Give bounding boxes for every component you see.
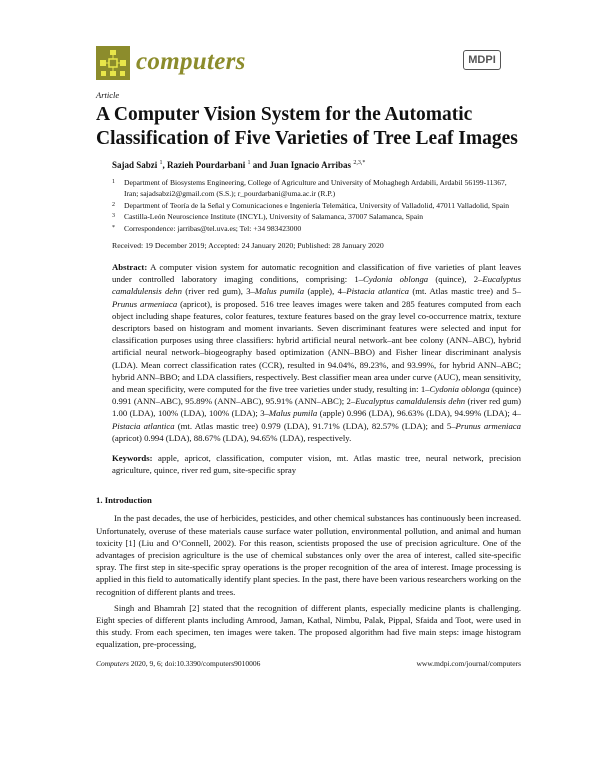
page-content <box>0 90 600 679</box>
species-name: Malus pumila <box>254 286 305 297</box>
species-name: Eucalyptus camaldulensis dehn <box>355 396 466 407</box>
affiliations <box>112 178 521 235</box>
correspondence <box>112 224 521 235</box>
affiliation <box>112 178 521 200</box>
species-name: Cydonia oblonga <box>363 274 429 285</box>
species-name: Cydonia oblonga <box>429 384 490 395</box>
abstract-segment: (mt. Atlas mastic tree) 0.979 (LDA), 91.71% (LDA), 82.57% (LDA); and 5– <box>174 420 456 431</box>
author-sep: , <box>162 160 168 170</box>
abstract-segment: (river red gum) 1.00 (LDA), 100% (LDA), 100% (LDA); 3– <box>112 396 521 419</box>
section-heading: 1. Introduction <box>96 495 152 506</box>
abstract-segment: (apple) 0.996 (LDA), 96.63% (LDA), 94.99% (LDA); 4– <box>317 408 521 419</box>
abstract-segment: (quince), 2– <box>428 274 483 285</box>
affil-text: Department of Biosystems Engineering, College of Agriculture and University of Mohaghegh Ardabili, Ardabil 56199-11367, Iran; sajadsabzi2@gmail.com (S.S.); r_pourdarbani@uma.ac.ir (R.P.) <box>124 178 507 198</box>
species-name: Malus pumila <box>268 408 318 419</box>
abstract-segment: (mt. Atlas mastic tree) and 5– <box>409 286 521 297</box>
species-name: Eucalyptus camaldulensis dehn <box>112 274 521 297</box>
footer-journal: Computers <box>96 658 129 668</box>
affil-number: 3 <box>112 213 115 220</box>
footer-url[interactable]: www.mdpi.com/journal/computers <box>416 658 521 668</box>
keywords-label: Keywords: <box>112 453 153 464</box>
journal-name: computers <box>136 48 246 75</box>
paragraph: In the past decades, the use of herbicides, pesticides, and other chemical substances has continuously been increased. Unfortunately, overuse of these materials cause surface water pollution, environmental pollution, and animal and human toxicity [1] (Liu and O’Connell, 2002). For this reason, scientists proposed the use of precision agriculture. One of the advantages of precision agriculture is the use of chemical substances only over the area of interest, called site-specific spray. The first step in site-specific spray operations is the proper recognition of the area of interest. Image processing is applied in this field to automatically identify plant species. In the past, there have been various researchers working on the recognition of different plants and trees. <box>96 513 521 597</box>
author: Razieh Pourdarbani <box>167 160 246 170</box>
affil-number: 2 <box>112 201 115 208</box>
species-name: Pistacia atlantica <box>346 286 409 297</box>
author-list <box>112 157 521 171</box>
article-type: Article <box>96 90 120 100</box>
author-affil-sup: 1 <box>247 160 251 166</box>
page-footer <box>96 659 521 679</box>
affiliation <box>112 201 521 212</box>
abstract-segment: (apple), 4– <box>304 286 347 297</box>
mdpi-logo: MDPI <box>463 50 501 70</box>
keywords <box>112 452 521 476</box>
keywords-text: apple, apricot, classification, computer vision, mt. Atlas mastic tree, neural network, precision agriculture, quince, river red gum, site-specific spray <box>112 453 521 476</box>
introduction-body <box>96 512 521 650</box>
paragraph: Singh and Bhamrah [2] stated that the recognition of different plants, especially medicine plants is challenging. Eight species of different plants including Amrood, Jaman, Kathal, Nimbu, Palak, Pippal, Sfaida and Toot, were used in this study. From each specimen, ten images were taken. The proposed algorithm had five main steps: image histogram equalization, pre-processing, <box>96 602 521 650</box>
species-name: Prunus armeniaca <box>455 420 521 431</box>
affil-text: Castilla-León Neuroscience Institute (INCYL), University of Salamanca, 37007 Salamanca, Spain <box>124 212 424 222</box>
abstract-segment: (river red gum), 3– <box>181 286 255 297</box>
publication-dates: Received: 19 December 2019; Accepted: 24 January 2020; Published: 28 January 2020 <box>112 240 384 250</box>
masthead <box>0 0 600 84</box>
affil-number: * <box>112 225 115 232</box>
species-name: Prunus armeniaca <box>112 298 178 309</box>
author: Juan Ignacio Arribas <box>269 160 352 170</box>
abstract-segment: (apricot), is proposed. 516 tree leaves images were taken and 285 features computed from each object including shape features, color features, texture features based on the gray level co-occurrence matrix, texture descriptors based on histogram and moment invariants. Seven discriminant features were selected and input for classification purposes using three classifiers: hybrid artificial neural network–ant bee colony (ANN–ABC), hybrid artificial neural network–biogeography based optimization (ANN–BBO) and Fisher linear discriminant analysis (LDA). Mean correct classification rates (CCR), resulted in 94.04%, 89.23%, and 93.99%, for hybrid ANN–ABC; hybrid ANN–BBO; and LDA classifiers, respectively. Best classifier mean area under curve (AUC), mean sensitivity, and mean specificity, were computed for the five tree varieties under study, resulting in: 1– <box>112 298 521 395</box>
journal-logo-icon <box>96 46 130 80</box>
abstract-segment: A computer vision system for automatic recognition and classification of five varieties of plant leaves under controlled laboratory imaging conditions, comprising: 1– <box>112 261 521 285</box>
footer-citation <box>96 659 260 669</box>
affil-text: Correspondence: jarribas@tel.uva.es; Tel: +34 983423000 <box>124 224 302 234</box>
species-name: Pistacia atlantica <box>112 420 175 431</box>
abstract-text <box>112 262 521 443</box>
affil-text: Department of Teoría de la Señal y Comunicaciones e Ingeniería Telemática, University of Valladolid, 47011 Valladolid, Spain <box>124 200 510 210</box>
affiliation <box>112 212 521 223</box>
abstract <box>112 261 521 444</box>
author-affil-sup: 1 <box>159 160 163 166</box>
paper-title: A Computer Vision System for the Automatic Classification of Five Varieties of Tree Leaf Images <box>96 104 518 149</box>
abstract-segment: (apricot) 0.994 (LDA), 88.67% (LDA), 94.65% (LDA), respectively. <box>112 432 352 443</box>
author: Sajad Sabzi <box>112 160 158 170</box>
author-sep: and <box>250 160 270 170</box>
author-affil-sup: 2,3,* <box>353 160 366 166</box>
affil-number: 1 <box>112 179 115 185</box>
abstract-segment: (quince) 0.991 (ANN–ABC), 95.89% (ANN–ABC), 95.91% (ANN–ABC); 2– <box>112 384 522 407</box>
abstract-label: Abstract: <box>112 261 148 272</box>
footer-doi: 2020, 9, 6; doi:10.3390/computers9010006 <box>128 658 261 668</box>
